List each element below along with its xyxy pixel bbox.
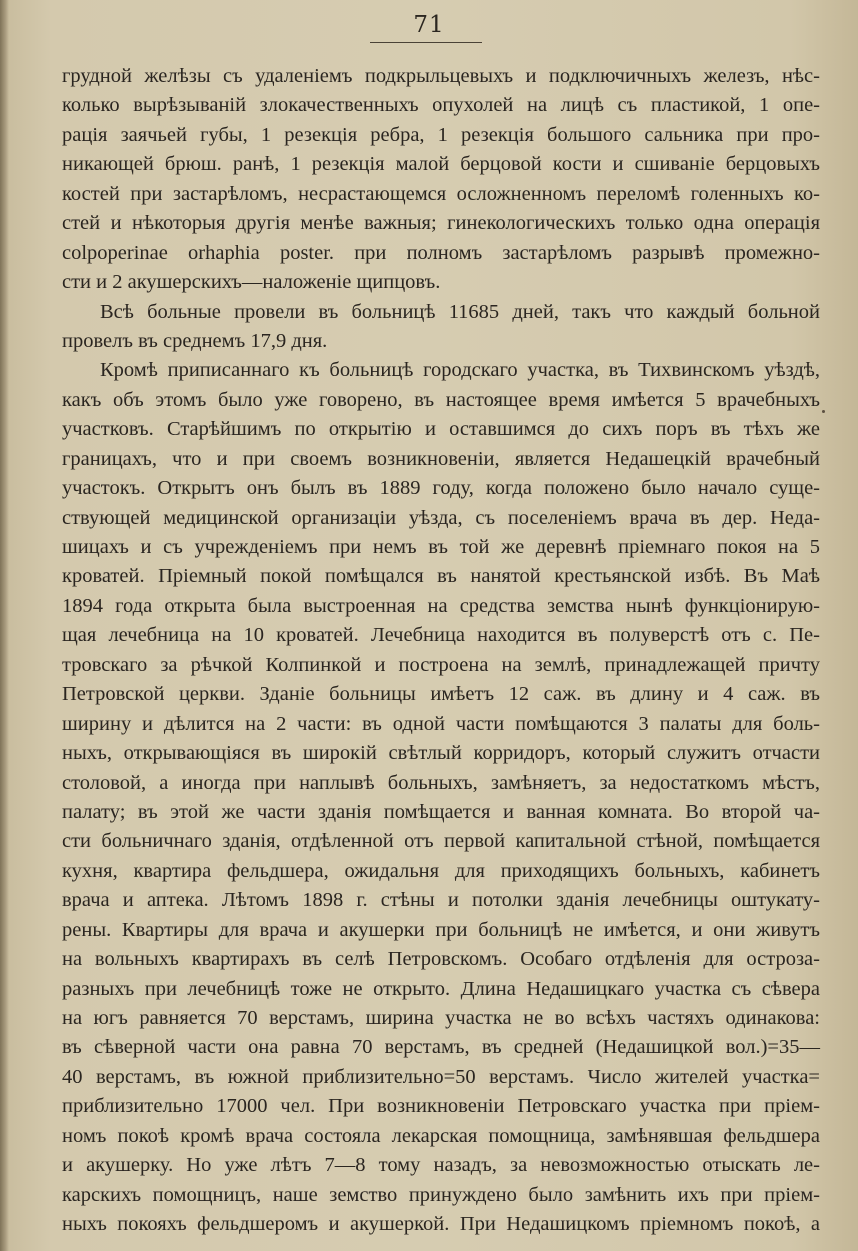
text-line: грудной желѣзы съ удаленіемъ подкрыльцевыхъ и подключичныхъ железъ, нѣс- <box>62 65 820 87</box>
text-line: 40 верстамъ, въ южной приблизительно=50 верстамъ. Число жителей участка= <box>62 1065 820 1088</box>
text-line: палату; въ этой же части зданія помѣщается и ванная комната. Во второй ча- <box>62 800 820 823</box>
text-line: приблизительно 17000 чел. При возникновеніи Петровскаго участка при пріем- <box>62 1095 820 1118</box>
paragraph <box>62 62 820 298</box>
text-line: участокъ. Открытъ онъ былъ въ 1889 году, когда положено было начало суще- <box>62 477 820 500</box>
text-line: границахъ, что и при своемъ возникновеніи, является Недашецкій врачебный <box>62 447 820 470</box>
text-line: разныхъ при лечебницѣ тоже не открыто. Длина Недашицкаго участка съ сѣвера <box>62 977 820 1000</box>
text-line: ширину и дѣлится на 2 части: въ одной части помѣщаются 3 палаты для боль- <box>62 712 820 735</box>
text-line: сти и 2 акушерскихъ—наложеніе щипцовъ. <box>62 271 441 294</box>
text-line: колько вырѣзываній злокачественныхъ опухолей на лицѣ съ пластикой, 1 опе- <box>62 94 820 117</box>
text-line: ствующей медицинской организаціи уѣзда, съ поселеніемъ врача въ дер. Неда- <box>62 506 820 529</box>
text-line: Всѣ больные провели въ больницѣ 11685 дней, такъ что каждый больной <box>100 300 820 323</box>
text-line: никающей брюш. ранѣ, 1 резекція малой берцовой кости и сшиваніе берцовыхъ <box>62 153 820 176</box>
header-rule <box>370 42 482 43</box>
text-line: въ сѣверной части она равна 70 верстамъ, въ средней (Недашицкой вол.)=35— <box>62 1036 820 1059</box>
page-number: 71 <box>413 12 445 38</box>
text-line: стей и нѣкоторыя другія менѣе важныя; гинекологическихъ только одна операція <box>62 212 820 235</box>
text-line: щая лечебница на 10 кроватей. Лечебница находится въ полуверстѣ отъ с. Пе- <box>62 624 820 647</box>
body-text <box>62 62 820 1240</box>
page-binding-edge <box>0 0 9 1251</box>
text-line: 1894 года открыта была выстроенная на средства земства нынѣ функціонирую- <box>62 594 820 617</box>
text-line: рены. Квартиры для врача и акушерки при больницѣ не имѣется, и они живутъ <box>62 918 820 941</box>
paragraph <box>62 356 820 1239</box>
text-line: шицахъ и съ учрежденіемъ при немъ въ той же деревнѣ пріемнаго покоя на 5 <box>62 536 820 558</box>
text-line: провелъ въ среднемъ 17,9 дня. <box>62 329 328 352</box>
paper-speck <box>822 410 825 413</box>
text-line: на югъ равняется 70 верстамъ, ширина участка не во всѣхъ частяхъ одинакова: <box>62 1007 820 1029</box>
paragraph <box>62 298 820 357</box>
text-line: рація заячьей губы, 1 резекція ребра, 1 резекція большого сальника при про- <box>62 123 820 146</box>
text-line: Кромѣ приписаннаго къ больницѣ городскаго участка, въ Тихвинскомъ уѣздѣ, <box>100 359 820 382</box>
text-line: ныхъ покояхъ фельдшеромъ и акушеркой. При Недашицкомъ пріемномъ покоѣ, а <box>62 1213 820 1236</box>
text-line: кроватей. Пріемный покой помѣщался въ нанятой крестьянской избѣ. Въ Маѣ <box>62 565 820 588</box>
text-line: Петровской церкви. Зданіе больницы имѣетъ 12 саж. въ длину и 4 саж. въ <box>62 683 820 706</box>
text-line: кухня, квартира фельдшера, ожидальня для приходящихъ больныхъ, кабинетъ <box>62 859 820 882</box>
text-line: на вольныхъ квартирахъ въ селѣ Петровскомъ. Особаго отдѣленія для остроза- <box>62 948 820 971</box>
text-line: врача и аптека. Лѣтомъ 1898 г. стѣны и потолки зданія лечебницы оштукату- <box>62 889 820 912</box>
text-line: какъ объ этомъ было уже говорено, въ настоящее время имѣется 5 врачебныхъ <box>62 388 820 411</box>
text-line: участковъ. Старѣйшимъ по открытію и оставшимся до сихъ поръ въ тѣхъ же <box>62 418 820 441</box>
text-line: номъ покоѣ кромѣ врача состояла лекарская помощница, замѣнявшая фельдшера <box>62 1124 820 1147</box>
text-line: тровскаго за рѣчкой Колпинкой и построена на землѣ, принадлежащей причту <box>62 653 820 676</box>
text-line: colpoperinae orhaphia poster. при полномъ застарѣломъ разрывѣ промежно- <box>62 241 820 264</box>
text-line: и акушерку. Но уже лѣтъ 7—8 тому назадъ, за невозможностью отыскать ле- <box>62 1154 820 1177</box>
text-line: карскихъ помощницъ, наше земство принуждено было замѣнить ихъ при пріем- <box>62 1183 820 1206</box>
text-line: сти больничнаго зданія, отдѣленной отъ первой капитальной стѣной, помѣщается <box>62 830 820 853</box>
text-line: костей при застарѣломъ, несрастающемся осложненномъ переломѣ голенныхъ ко- <box>62 182 820 205</box>
text-line: столовой, а иногда при наплывѣ больныхъ, замѣняетъ, за недостаткомъ мѣстъ, <box>62 771 820 794</box>
text-line: ныхъ, открывающіяся въ широкій свѣтлый корридоръ, который служитъ отчасти <box>62 742 820 765</box>
